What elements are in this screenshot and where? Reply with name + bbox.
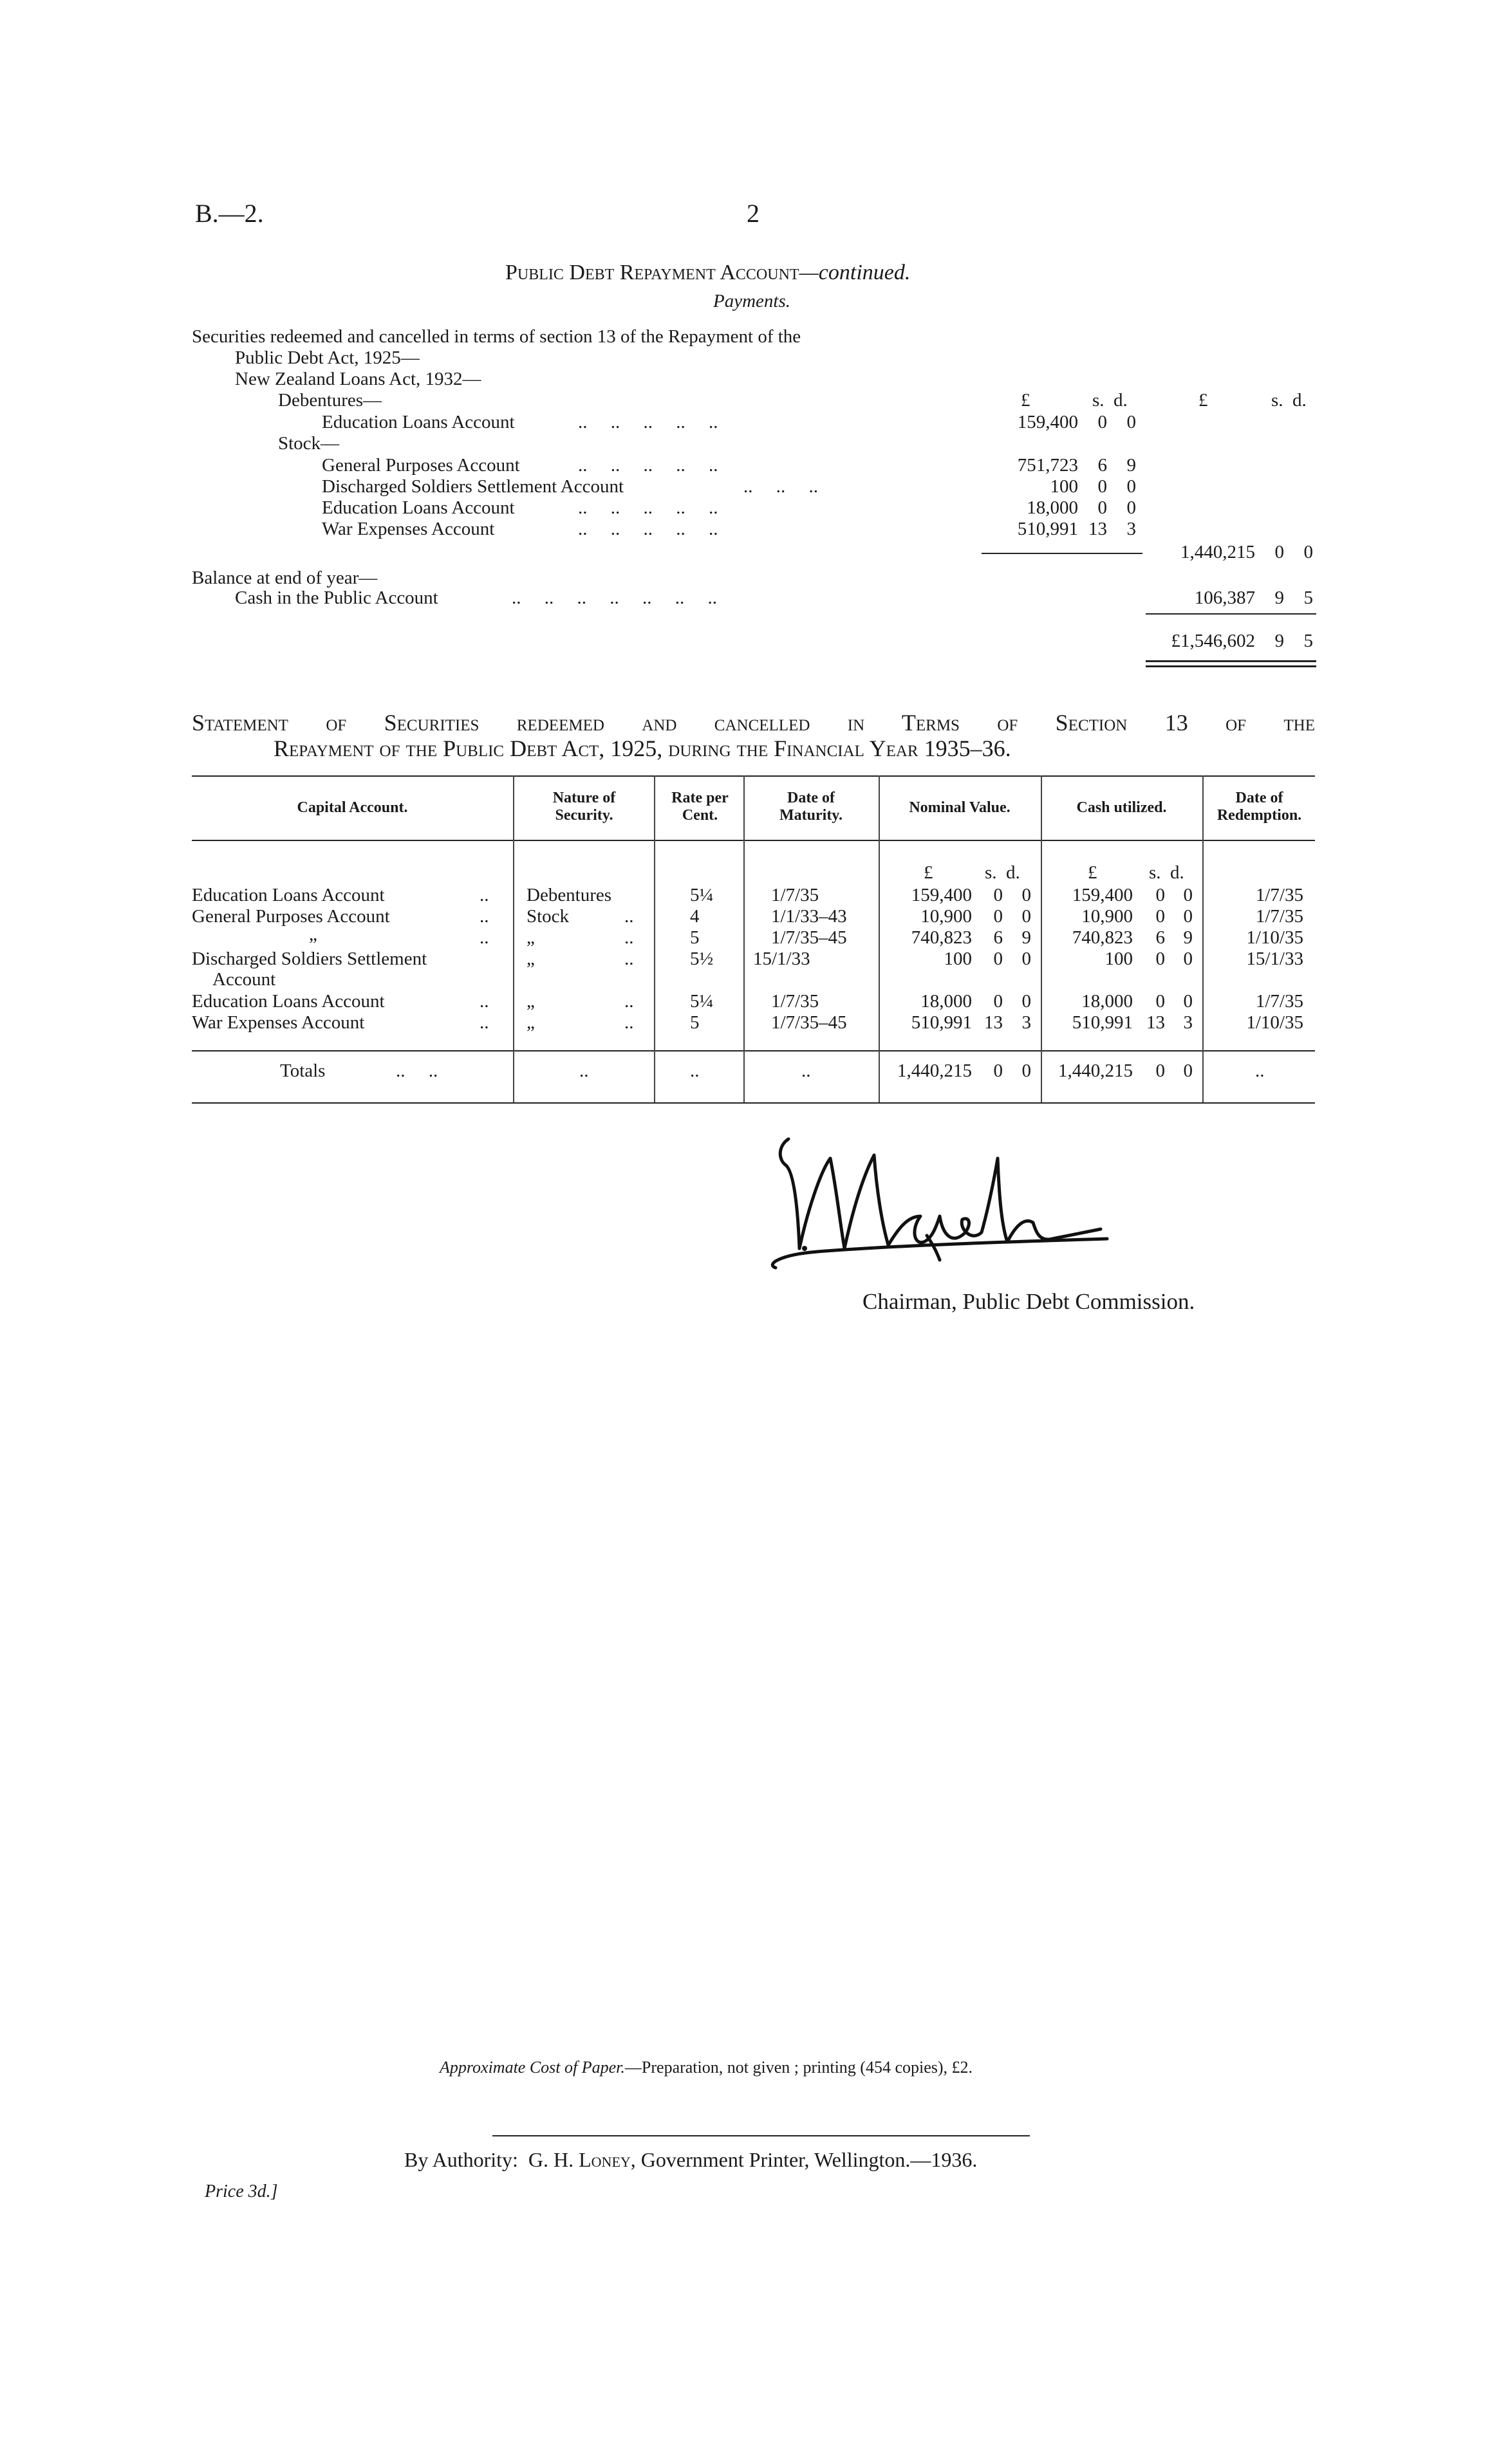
col-pound-1: £ xyxy=(1021,390,1030,411)
row-rate: 5 xyxy=(690,1012,700,1033)
totals-cash-shillings: 0 xyxy=(1155,1061,1165,1081)
act-line: New Zealand Loans Act, 1932— xyxy=(235,369,481,389)
row-nominal-shillings: 0 xyxy=(993,885,1003,905)
row-maturity: 1/7/35–45 xyxy=(771,1012,847,1033)
row-account-dots: .. xyxy=(480,991,489,1012)
column-divider xyxy=(513,775,514,1102)
row-account: Education Loans Account xyxy=(192,991,385,1012)
intro-line-2: Public Debt Act, 1925— xyxy=(235,347,420,368)
row-cash-shillings: 0 xyxy=(1155,991,1165,1012)
totals-dots: .. .. xyxy=(396,1061,438,1081)
row-nature: Debentures xyxy=(527,885,612,905)
payment-item-shillings: 13 xyxy=(1088,519,1107,539)
grand-total-double-rule-1 xyxy=(1146,660,1316,662)
row-redemption: 1/7/35 xyxy=(1255,991,1303,1012)
row-nominal-pence: 0 xyxy=(1021,906,1031,927)
column-header-nominal: Nominal Value. xyxy=(909,799,1011,816)
totals-label: Totals xyxy=(280,1061,326,1081)
row-cash-pence: 9 xyxy=(1183,927,1193,948)
totals-maturity: .. xyxy=(801,1061,811,1081)
column-divider xyxy=(1202,775,1204,1102)
column-header-maturity: Date of Maturity. xyxy=(779,790,843,824)
payment-item-shillings: 0 xyxy=(1097,412,1107,432)
intro-line-1: Securities redeemed and cancelled in terms of section 13 of the Repayment of the xyxy=(192,326,801,347)
row-maturity: 15/1/33 xyxy=(753,949,810,969)
payment-item-pounds: 510,991 xyxy=(1017,519,1078,539)
table-bottom-rule xyxy=(192,1102,1315,1104)
payment-item-label: War Expenses Account xyxy=(322,519,495,539)
row-nature-dots: .. xyxy=(624,991,634,1012)
row-cash-pence: 0 xyxy=(1183,885,1193,905)
totals-cash-pounds: 1,440,215 xyxy=(1058,1061,1133,1081)
row-redemption: 1/7/35 xyxy=(1255,906,1303,927)
payment-item-pounds: 159,400 xyxy=(1017,412,1078,432)
column-header-cash: Cash utilized. xyxy=(1076,799,1167,816)
dot-leaders: .. .. .. .. .. xyxy=(578,455,718,476)
dot-leaders: .. .. .. .. .. .. .. xyxy=(512,588,717,608)
balance-label: Balance at end of year— xyxy=(192,568,378,588)
row-rate: 5¼ xyxy=(690,885,714,905)
row-nominal-shillings: 0 xyxy=(993,906,1003,927)
row-maturity: 1/7/35–45 xyxy=(771,927,847,948)
row-cash-pounds: 510,991 xyxy=(1072,1012,1133,1033)
row-maturity: 1/7/35 xyxy=(771,885,819,905)
row-cash-pence: 3 xyxy=(1183,1012,1193,1033)
subtotal-pence: 0 xyxy=(1303,542,1313,562)
price: Price 3d.] xyxy=(205,2181,278,2201)
row-maturity: 1/1/33–43 xyxy=(771,906,847,927)
column-header-capital-account: Capital Account. xyxy=(297,799,408,816)
col-sd-1: s. d. xyxy=(1092,390,1128,411)
page-number: 2 xyxy=(747,199,760,228)
table-top-rule xyxy=(192,775,1315,777)
table-totals-rule xyxy=(192,1050,1315,1051)
row-nominal-pence: 9 xyxy=(1021,927,1031,948)
payments-title-continued: —continued. xyxy=(799,261,911,284)
payments-subtitle: Payments. xyxy=(713,291,790,311)
dot-leaders: .. .. .. xyxy=(743,476,818,497)
payment-item-label: Discharged Soldiers Settlement Account xyxy=(322,476,624,497)
totals-cash-pence: 0 xyxy=(1183,1061,1193,1081)
dot-leaders: .. .. .. .. .. xyxy=(578,412,718,432)
row-cash-pence: 0 xyxy=(1183,906,1193,927)
payment-item-pounds: 751,723 xyxy=(1017,455,1078,476)
statement-title-line-2: Repayment of the Public Debt Act, 1925, during the Financial Year 1935–36. xyxy=(274,736,1011,761)
document-reference: B.—2. xyxy=(195,199,264,228)
row-account: War Expenses Account xyxy=(192,1012,365,1033)
row-rate: 5¼ xyxy=(690,991,714,1012)
column-divider xyxy=(654,775,655,1102)
cash-label: Cash in the Public Account xyxy=(235,588,438,608)
unit-sd: s. d. xyxy=(985,862,1020,883)
row-nature: „ xyxy=(527,991,535,1012)
row-nominal-pounds: 740,823 xyxy=(911,927,972,948)
row-account: Discharged Soldiers Settlement xyxy=(192,949,427,969)
row-account: „ xyxy=(309,924,317,945)
row-nature-dots: .. xyxy=(624,1012,634,1033)
dot-leaders: .. .. .. .. .. xyxy=(578,497,718,518)
row-cash-pounds: 740,823 xyxy=(1072,927,1133,948)
row-redemption: 1/10/35 xyxy=(1246,1012,1303,1033)
row-account-dots: .. xyxy=(480,885,489,905)
row-cash-shillings: 0 xyxy=(1155,949,1165,969)
totals-redemption: .. xyxy=(1255,1061,1265,1081)
cash-pence: 5 xyxy=(1303,588,1313,608)
row-cash-pounds: 10,900 xyxy=(1081,906,1133,927)
row-account: General Purposes Account xyxy=(192,906,390,927)
row-cash-shillings: 0 xyxy=(1155,906,1165,927)
payment-item-shillings: 0 xyxy=(1097,497,1107,518)
row-cash-pounds: 159,400 xyxy=(1072,885,1133,905)
column-header-nature: Nature of Security. xyxy=(552,790,616,824)
cash-pounds: 106,387 xyxy=(1194,588,1255,608)
row-account-dots: .. xyxy=(480,906,489,927)
row-redemption: 1/10/35 xyxy=(1246,927,1303,948)
row-cash-shillings: 0 xyxy=(1155,885,1165,905)
footer-rule xyxy=(492,2135,1030,2136)
row-nominal-shillings: 13 xyxy=(984,1012,1003,1033)
col-pound-2: £ xyxy=(1198,390,1208,411)
payment-item-shillings: 6 xyxy=(1097,455,1107,476)
payment-item-shillings: 0 xyxy=(1097,476,1107,497)
row-nominal-shillings: 0 xyxy=(993,949,1003,969)
col-sd-2: s. d. xyxy=(1271,390,1307,411)
row-rate: 5 xyxy=(690,927,700,948)
row-cash-shillings: 6 xyxy=(1155,927,1165,948)
row-cash-pounds: 18,000 xyxy=(1081,991,1133,1012)
row-nominal-pounds: 510,991 xyxy=(911,1012,972,1033)
payments-title-main: Public Debt Repayment Account xyxy=(505,261,799,284)
row-nature-dots: .. xyxy=(624,906,634,927)
grand-total-top-rule xyxy=(1146,613,1316,615)
row-nominal-pence: 0 xyxy=(1021,885,1031,905)
row-cash-pounds: 100 xyxy=(1105,949,1133,969)
row-account-dots: .. xyxy=(480,1012,489,1033)
row-maturity: 1/7/35 xyxy=(771,991,819,1012)
cost-of-paper xyxy=(440,2058,973,2077)
row-nature: „ xyxy=(527,949,535,969)
subtotal-shillings: 0 xyxy=(1274,542,1284,562)
row-nominal-pounds: 18,000 xyxy=(920,991,972,1012)
row-rate: 5½ xyxy=(690,949,714,969)
payment-item-pence: 0 xyxy=(1126,412,1136,432)
cash-shillings: 9 xyxy=(1274,588,1284,608)
row-nature-dots: .. xyxy=(624,949,634,969)
cost-text: —Preparation, not given ; printing (454 copies), £2. xyxy=(624,2058,973,2077)
row-account-dots: .. xyxy=(480,927,489,948)
printer-name: Loney xyxy=(579,2148,631,2171)
row-account-continuation: Account xyxy=(212,969,276,990)
signature-image xyxy=(760,1120,1133,1281)
row-nominal-pence: 0 xyxy=(1021,991,1031,1012)
unit-pound: £ xyxy=(1088,862,1097,883)
authority-prefix: By Authority: G. H. xyxy=(404,2148,579,2171)
totals-nominal-pence: 0 xyxy=(1021,1061,1031,1081)
payment-item-label: General Purposes Account xyxy=(322,455,520,476)
grand-total-double-rule-2 xyxy=(1146,665,1316,667)
payments-title xyxy=(505,261,910,285)
totals-nominal-pounds: 1,440,215 xyxy=(897,1061,972,1081)
row-cash-pence: 0 xyxy=(1183,949,1193,969)
debentures-label: Debentures— xyxy=(278,390,382,411)
column-header-redemption: Date of Redemption. xyxy=(1216,790,1302,824)
row-cash-shillings: 13 xyxy=(1146,1012,1165,1033)
payment-item-pence: 0 xyxy=(1126,476,1136,497)
printer-authority xyxy=(404,2148,977,2172)
payment-item-label: Education Loans Account xyxy=(322,412,515,432)
authority-suffix: , Government Printer, Wellington.—1936. xyxy=(630,2148,978,2171)
payment-item-label: Education Loans Account xyxy=(322,497,515,518)
row-nominal-pence: 0 xyxy=(1021,949,1031,969)
row-cash-pence: 0 xyxy=(1183,991,1193,1012)
payment-item-pence: 9 xyxy=(1126,455,1136,476)
row-nominal-pounds: 159,400 xyxy=(911,885,972,905)
row-redemption: 15/1/33 xyxy=(1246,949,1303,969)
row-nominal-pounds: 100 xyxy=(944,949,972,969)
grand-total-pence: 5 xyxy=(1303,631,1313,651)
subtotal-pounds: 1,440,215 xyxy=(1180,542,1255,562)
totals-nature: .. xyxy=(579,1061,589,1081)
unit-sd: s. d. xyxy=(1149,862,1184,883)
row-nature: Stock xyxy=(527,906,570,927)
unit-pound: £ xyxy=(924,862,933,883)
column-header-rate: Rate per Cent. xyxy=(671,790,729,824)
payment-item-pounds: 18,000 xyxy=(1027,497,1078,518)
totals-rate: .. xyxy=(690,1061,700,1081)
row-redemption: 1/7/35 xyxy=(1255,885,1303,905)
statement-title-line-1: Statement of Securities redeemed and cancelled in Terms of Section 13 of the xyxy=(192,710,1315,736)
payment-item-pounds: 100 xyxy=(1050,476,1078,497)
row-nominal-pounds: 10,900 xyxy=(920,906,972,927)
row-nominal-shillings: 0 xyxy=(993,991,1003,1012)
row-nominal-pence: 3 xyxy=(1021,1012,1031,1033)
table-header-rule xyxy=(192,840,1315,841)
payment-item-pence: 3 xyxy=(1126,519,1136,539)
grand-total-shillings: 9 xyxy=(1274,631,1284,651)
row-rate: 4 xyxy=(690,906,700,927)
subtotal-rule xyxy=(982,553,1142,554)
grand-total-pounds: £1,546,602 xyxy=(1171,631,1255,651)
row-nature: „ xyxy=(527,927,535,948)
row-nature-dots: .. xyxy=(624,927,634,948)
row-nominal-shillings: 6 xyxy=(993,927,1003,948)
payment-item-pence: 0 xyxy=(1126,497,1136,518)
row-account: Education Loans Account xyxy=(192,885,385,905)
dot-leaders: .. .. .. .. .. xyxy=(578,519,718,539)
stock-label: Stock— xyxy=(278,433,340,454)
signature-title: Chairman, Public Debt Commission. xyxy=(862,1289,1195,1314)
column-divider xyxy=(743,775,745,1102)
cost-label: Approximate Cost of Paper. xyxy=(440,2058,625,2077)
totals-nominal-shillings: 0 xyxy=(993,1061,1003,1081)
row-nature: „ xyxy=(527,1012,535,1033)
